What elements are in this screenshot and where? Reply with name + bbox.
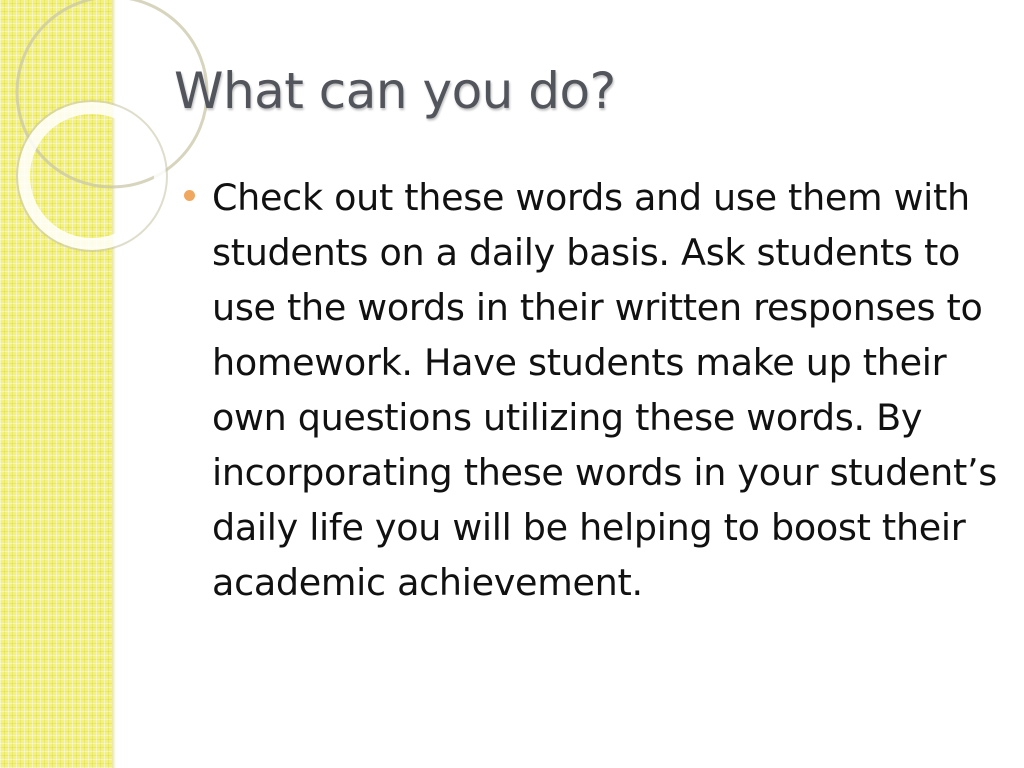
list-item [184,170,999,610]
bullet-list [184,170,999,610]
bullet-text: Check out these words and use them with students on a daily basis. Ask students to use the words in their written responses to homework. Have students make up their own questions utilizing these words. By incorporating these words in your student’s daily life you will be helping to boost their academic achievement. [212,176,998,604]
decorative-circle-small-shadow [17,101,167,251]
slide-title: What can you do? [174,62,616,120]
bullet-icon [184,190,195,201]
decorative-circles [0,0,160,260]
decorative-circle-small [24,108,160,244]
